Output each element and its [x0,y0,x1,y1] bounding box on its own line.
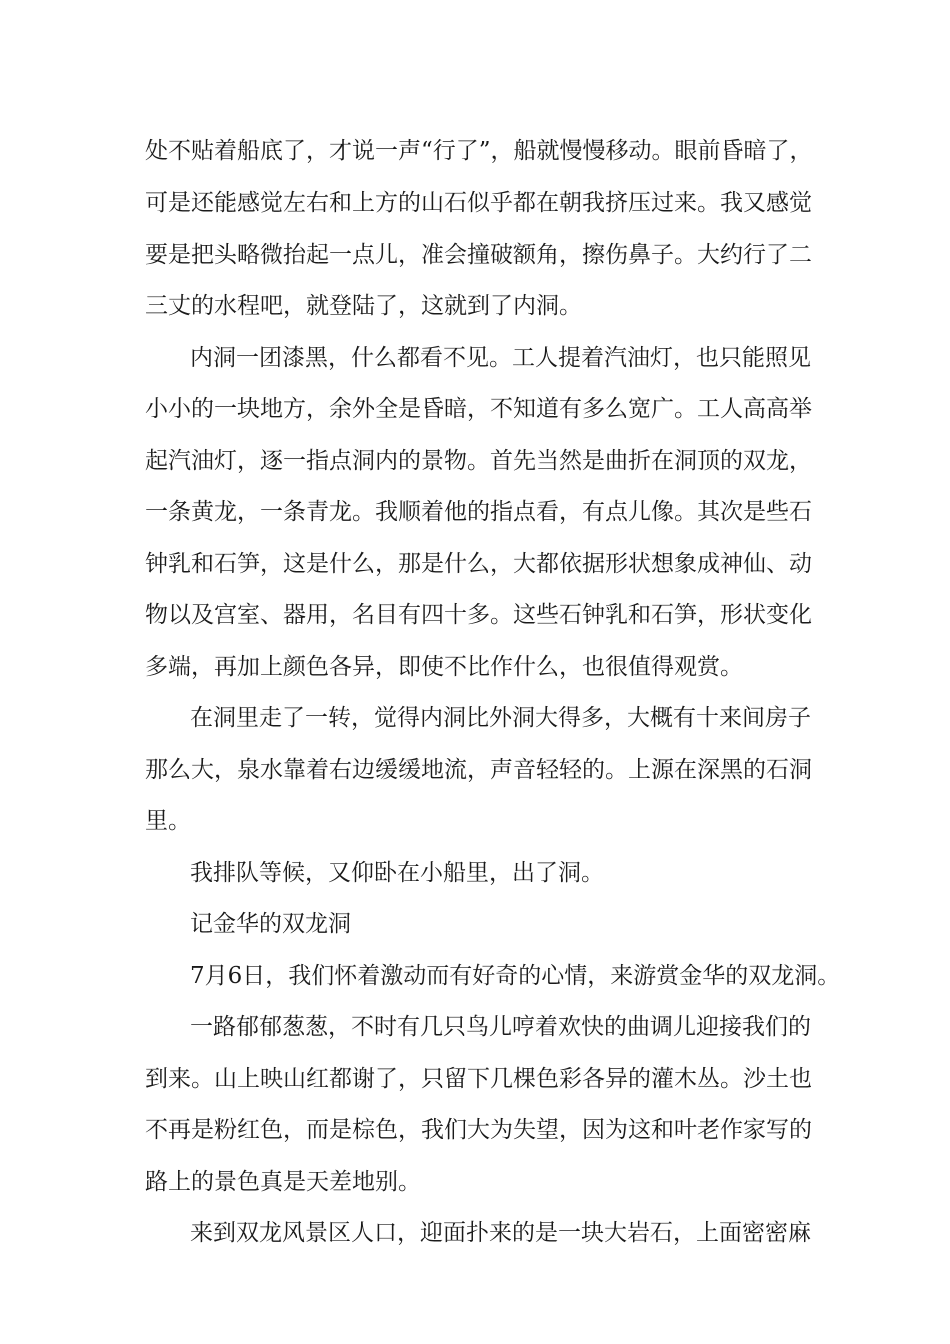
section-title: 记金华的双龙洞 [190,911,351,937]
text-line-20: 不再是粉红色，而是棕色，我们大为失望，因为这和叶老作家写的 [145,1117,812,1143]
text-line-8: 一条黄龙，一条青龙。我顺着他的指点看，有点儿像。其次是些石 [145,499,812,525]
text-line-9: 钟乳和石笋，这是什么，那是什么，大都依据形状想象成神仙、动 [145,551,812,577]
text-line-21: 路上的景色真是天差地别。 [145,1169,421,1195]
text-line-2: 可是还能感觉左右和上方的山石似乎都在朝我挤压过来。我又感觉 [145,190,812,216]
text-line-12: 在洞里走了一转，觉得内洞比外洞大得多，大概有十来间房子 [190,705,811,731]
text-line-5: 内洞一团漆黑，什么都看不见。工人提着汽油灯，也只能照见 [190,345,811,371]
text-line-14: 里。 [145,808,191,834]
text-line-4: 三丈的水程吧，就登陆了，这就到了内洞。 [145,293,582,319]
text-line-1: 处不贴着船底了，才说一声“行了”，船就慢慢移动。眼前昏暗了， [145,138,813,164]
text-line-7: 起汽油灯，逐一指点洞内的景物。首先当然是曲折在洞顶的双龙， [145,448,812,474]
text-line-15: 我排队等候，又仰卧在小船里，出了洞。 [190,860,604,886]
text-line-18: 一路郁郁葱葱，不时有几只鸟儿哼着欢快的曲调儿迎接我们的 [190,1014,811,1040]
text-line-13: 那么大，泉水靠着右边缓缓地流，声音轻轻的。上源在深黑的石洞 [145,757,812,783]
text-line-19: 到来。山上映山红都谢了，只留下几棵色彩各异的灌木丛。沙土也 [145,1066,812,1092]
text-line-11: 多端，再加上颜色各异，即使不比作什么，也很值得观赏。 [145,654,743,680]
text-line-10: 物以及宫室、器用，名目有四十多。这些石钟乳和石笋，形状变化 [145,602,812,628]
text-line-3: 要是把头略微抬起一点儿，准会撞破额角，擦伤鼻子。大约行了二 [145,242,812,268]
text-line-22: 来到双龙风景区人口，迎面扑来的是一块大岩石，上面密密麻 [190,1220,811,1246]
text-line-17: 7月6日，我们怀着激动而有好奇的心情，来游赏金华的双龙洞。 [190,963,841,989]
text-line-6: 小小的一块地方，余外全是昏暗，不知道有多么宽广。工人高高举 [145,396,812,422]
